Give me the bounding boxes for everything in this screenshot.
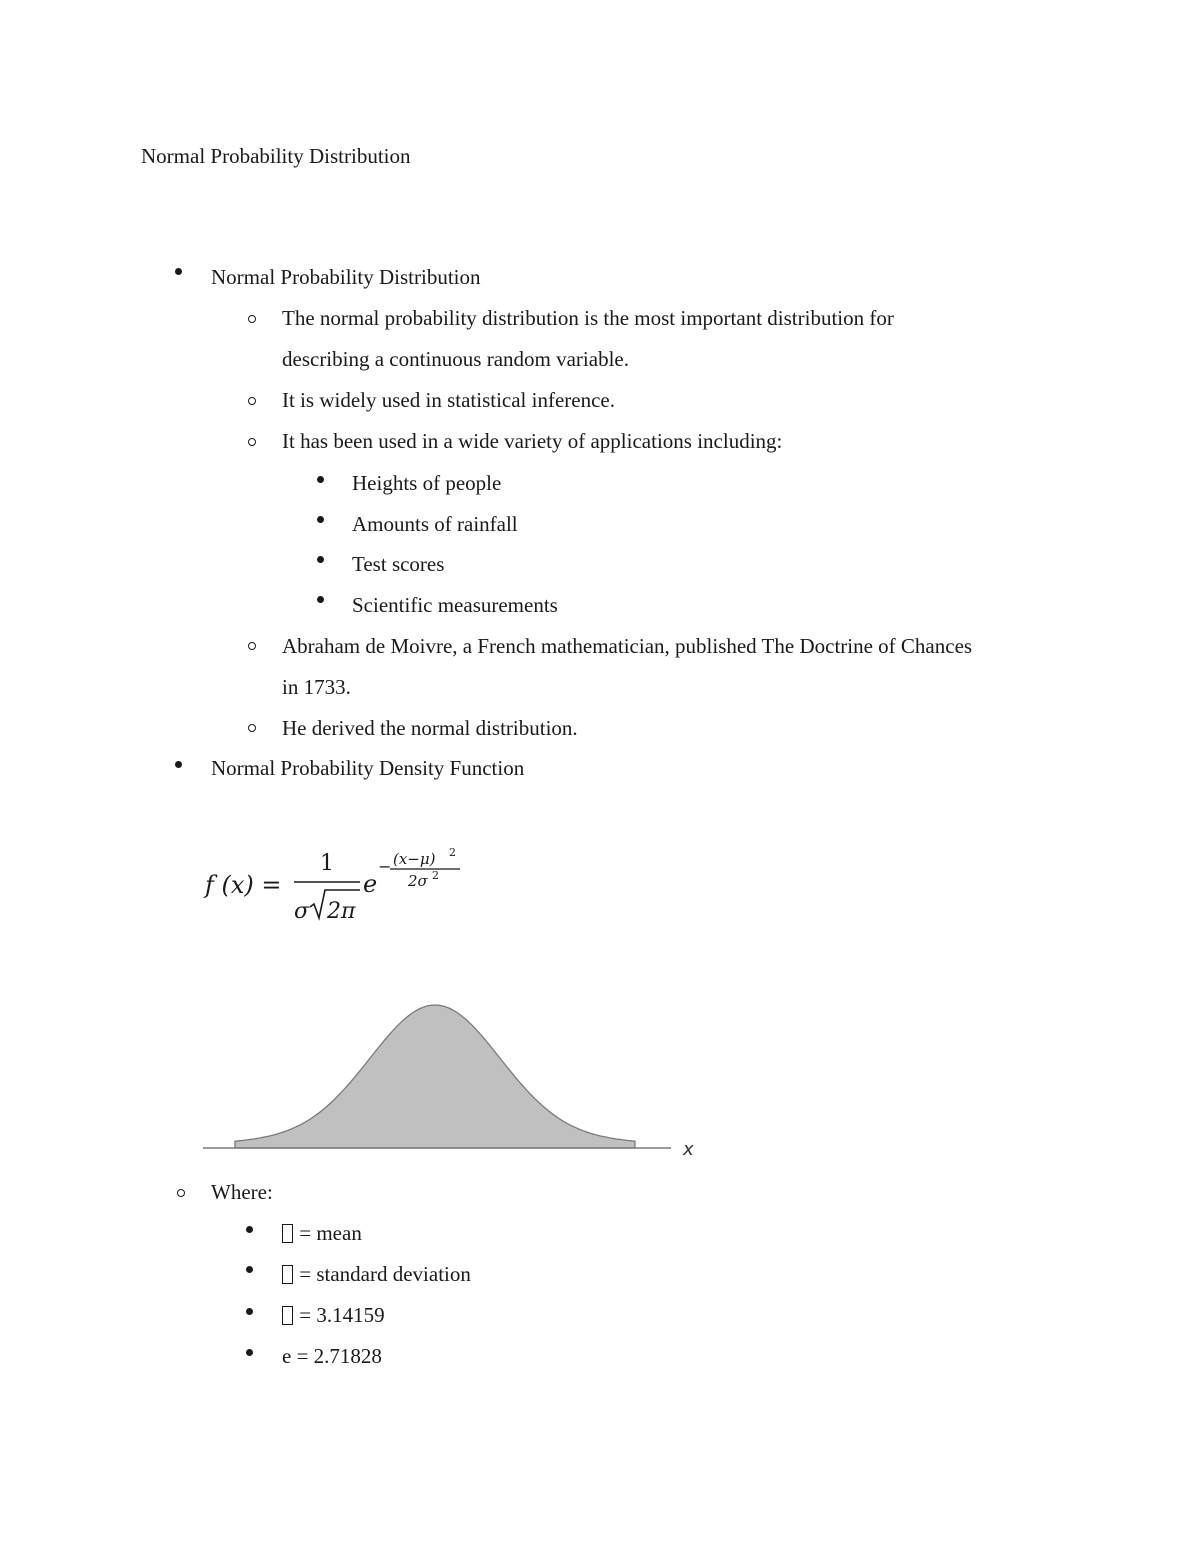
paragraph-line: in 1733. bbox=[282, 675, 351, 699]
pdf-formula bbox=[200, 840, 480, 930]
bullet-circle bbox=[177, 1189, 185, 1197]
bullet-circle bbox=[248, 724, 256, 732]
bullet-dot bbox=[317, 596, 324, 603]
bullet-dot bbox=[175, 761, 182, 768]
formula-numerator: 1 bbox=[320, 851, 334, 876]
missing-glyph-icon bbox=[282, 1306, 293, 1325]
bullet-dot bbox=[246, 1349, 253, 1356]
bullet-circle bbox=[248, 315, 256, 323]
missing-glyph-icon bbox=[282, 1224, 293, 1243]
paragraph-line: describing a continuous random variable. bbox=[282, 347, 629, 371]
paragraph-line: It has been used in a wide variety of applications including: bbox=[282, 429, 783, 453]
formula-exp-denominator: 2σ bbox=[408, 872, 428, 890]
formula-exp-denominator-power: 2 bbox=[432, 869, 439, 882]
bullet-dot bbox=[246, 1226, 253, 1233]
paragraph-line: The normal probability distribution is the most important distribution for bbox=[282, 306, 894, 330]
definition-text: = mean bbox=[299, 1221, 362, 1245]
formula-sqrt-content: 2π bbox=[327, 899, 356, 924]
formula-exp-numerator-power: 2 bbox=[449, 846, 456, 859]
x-axis-label: x bbox=[683, 1139, 694, 1160]
list-item: Heights of people bbox=[352, 471, 502, 495]
section-heading-pdf: Normal Probability Density Function bbox=[211, 756, 525, 780]
section-heading-distribution: Normal Probability Distribution bbox=[211, 265, 481, 289]
paragraph-line: Abraham de Moivre, a French mathematician, published The Doctrine of Chances bbox=[282, 634, 973, 658]
definition-text: = standard deviation bbox=[299, 1262, 471, 1286]
bullet-dot bbox=[175, 268, 182, 275]
where-label: Where: bbox=[211, 1180, 273, 1204]
bullet-dot bbox=[317, 516, 324, 523]
formula-exp-numerator: (x−μ) bbox=[393, 850, 436, 868]
list-item: Amounts of rainfall bbox=[352, 512, 518, 536]
bell-curve-area bbox=[235, 1005, 635, 1148]
bullet-circle bbox=[248, 642, 256, 650]
definition-text: e = 2.71828 bbox=[282, 1344, 382, 1368]
bell-curve-chart bbox=[195, 995, 705, 1160]
page-title: Normal Probability Distribution bbox=[141, 144, 411, 168]
definition-item bbox=[282, 1341, 382, 1371]
list-item: Test scores bbox=[352, 552, 445, 576]
bullet-circle bbox=[248, 397, 256, 405]
definition-item bbox=[282, 1259, 471, 1289]
formula-exp-sign: − bbox=[378, 857, 392, 876]
formula-sigma: σ bbox=[294, 899, 310, 924]
formula-lhs: f (x) = bbox=[205, 871, 282, 899]
formula-base-e: e bbox=[363, 870, 378, 898]
definition-item bbox=[282, 1218, 362, 1248]
missing-glyph-icon bbox=[282, 1265, 293, 1284]
paragraph-line: It is widely used in statistical inference. bbox=[282, 388, 615, 412]
definition-item bbox=[282, 1300, 385, 1330]
bullet-dot bbox=[317, 556, 324, 563]
list-item: Scientific measurements bbox=[352, 593, 558, 617]
bullet-dot bbox=[246, 1308, 253, 1315]
bullet-dot bbox=[317, 476, 324, 483]
paragraph-line: He derived the normal distribution. bbox=[282, 716, 578, 740]
bullet-circle bbox=[248, 438, 256, 446]
definition-text: = 3.14159 bbox=[299, 1303, 385, 1327]
bullet-dot bbox=[246, 1266, 253, 1273]
